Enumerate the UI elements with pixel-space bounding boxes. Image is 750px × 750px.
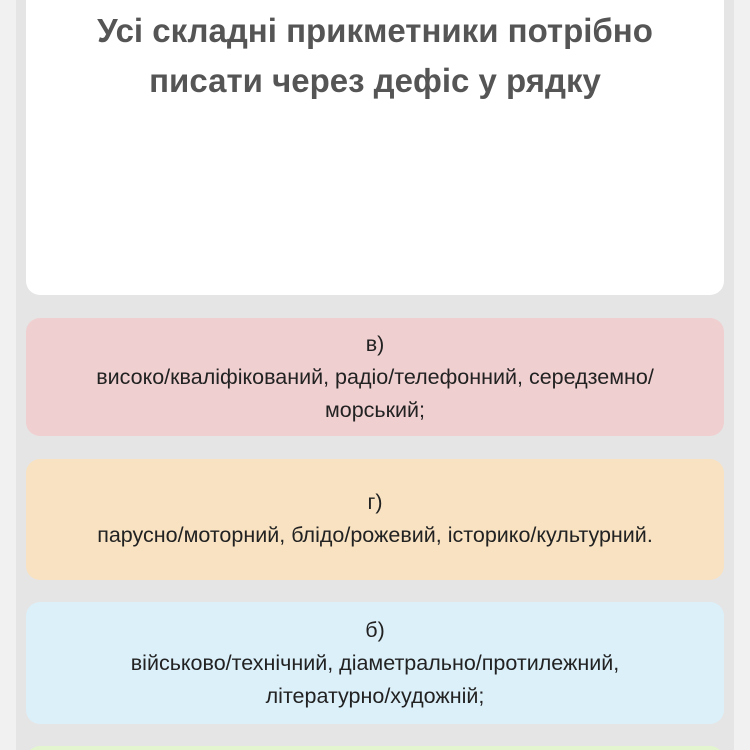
answer-letter: г) (367, 490, 383, 514)
answer-text-line-2: літературно/художній; (265, 684, 485, 708)
answer-letter: в) (365, 332, 385, 356)
right-margin (734, 0, 750, 750)
answer-letter: б) (365, 618, 385, 642)
answer-option-b[interactable] (26, 602, 724, 724)
question-title (26, 6, 724, 106)
question-card (26, 0, 724, 295)
answer-option-v[interactable] (26, 318, 724, 436)
answer-text-line-1: парусно/моторний, блідо/рожевий, історико/культурний. (97, 523, 653, 547)
answer-text-line-1: високо/кваліфікований, радіо/телефонний, середземно/ (96, 365, 654, 389)
question-title-line-1: Усі складні прикметники потрібно (97, 12, 653, 49)
answer-text-line-1: військово/технічний, діаметрально/протилежний, (130, 651, 620, 675)
answer-option-g[interactable] (26, 459, 724, 580)
left-margin (0, 0, 16, 750)
answer-text-line-2: морський; (324, 398, 426, 422)
answer-option-partial[interactable] (26, 746, 724, 750)
question-title-line-2: писати через дефіс у рядку (149, 62, 601, 99)
